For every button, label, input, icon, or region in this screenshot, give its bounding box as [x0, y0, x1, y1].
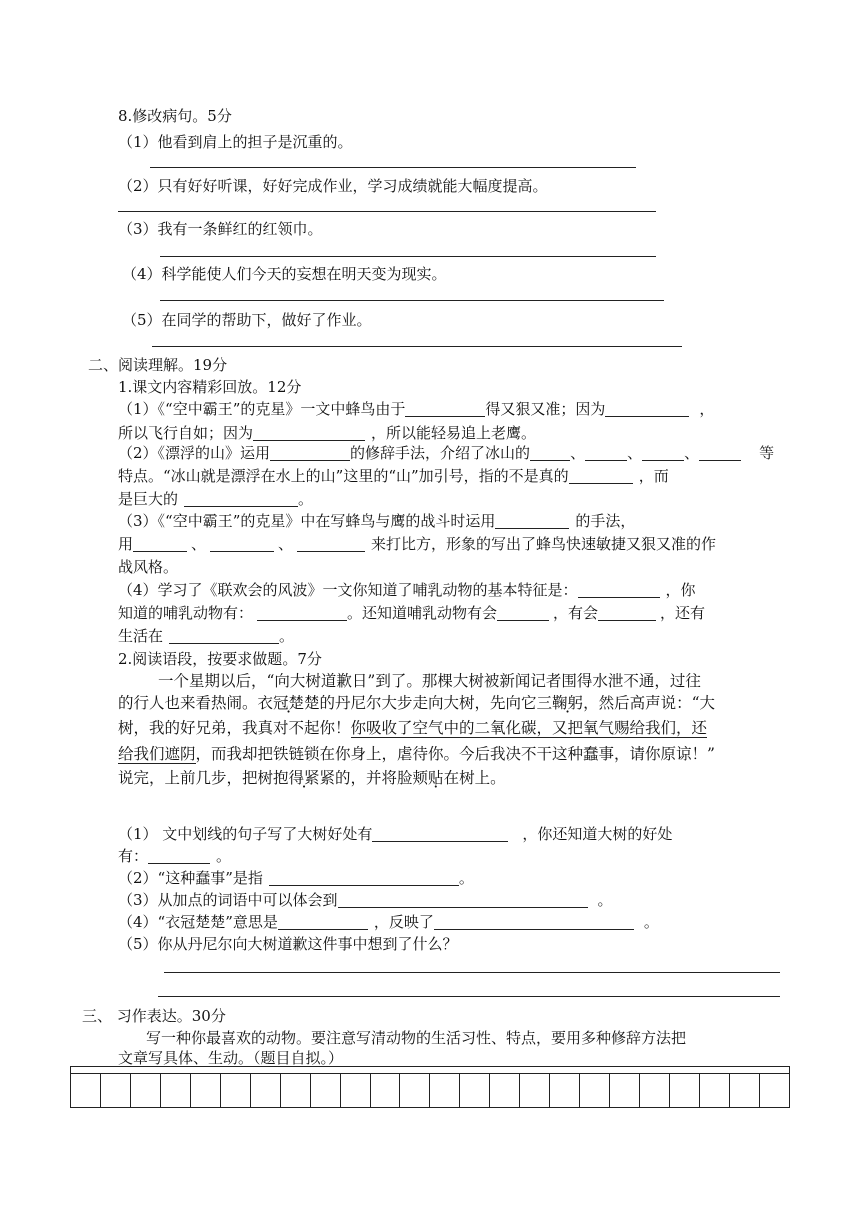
question-8-5: （5）在同学的帮助下，做好了作业。 — [122, 311, 372, 329]
grid-cell[interactable] — [311, 1074, 341, 1107]
question-1-2-line3: 是巨大的 。 — [118, 490, 314, 508]
part-1-title: 1.课文内容精彩回放。12分 — [118, 378, 302, 396]
blank[interactable] — [270, 444, 350, 461]
writing-prompt-line2: 文章写具体、生动。（题目自拟。） — [118, 1049, 344, 1067]
passage-line3: 树，我的好兄弟，我真对不起你！你吸收了空气中的二氧化碳，又把氧气赐给我们，还 — [118, 719, 708, 737]
blank[interactable] — [257, 604, 347, 621]
writing-prompt-line1: 写一种你最喜欢的动物。要注意写清动物的生活习性、特点，要用多种修辞方法把 — [146, 1029, 687, 1047]
grid-cell[interactable] — [281, 1074, 311, 1107]
question-1-4-line2: 知道的哺乳动物有： 。还知道哺乳动物有会 ，有会 ，还有 — [118, 604, 706, 622]
blank[interactable] — [338, 891, 588, 908]
grid-cell[interactable] — [610, 1074, 640, 1107]
grid-cell[interactable] — [550, 1074, 580, 1107]
blank[interactable] — [578, 581, 660, 598]
answer-line[interactable] — [164, 972, 780, 973]
grid-cell[interactable] — [430, 1074, 460, 1107]
question-1-3-line2: 用 、 、 来打比方，形象的写出了蜂鸟快速敏捷又狠又准的作 — [118, 535, 717, 553]
blank[interactable] — [278, 913, 368, 930]
grid-cell[interactable] — [730, 1074, 760, 1107]
dotted-word: 抱得紧紧 — [273, 769, 336, 787]
passage-line2: 的行人也来看热闹。衣冠楚楚的丹尼尔大步走向大树，先向它三鞠躬，然后高声说：“大 — [118, 694, 715, 712]
blank[interactable] — [169, 627, 279, 644]
answer-line[interactable] — [150, 167, 636, 168]
blank[interactable] — [530, 444, 570, 461]
passage-line5: 说完，上前几步，把树抱得紧紧的，并将脸颊贴在树上。 — [118, 769, 506, 787]
section-writing-title: 三、 习作表达。30分 — [82, 1007, 226, 1025]
dotted-word: 贴 — [428, 769, 444, 787]
blank[interactable] — [297, 535, 365, 552]
part-2-title: 2.阅读语段，按要求做题。7分 — [118, 650, 322, 668]
grid-cell[interactable] — [251, 1074, 281, 1107]
blank[interactable] — [699, 444, 741, 461]
dotted-word: 衣冠楚楚 — [257, 694, 320, 712]
underlined-sentence: 给我们遮阴 — [118, 745, 196, 763]
grid-cell[interactable] — [131, 1074, 161, 1107]
blank[interactable] — [598, 604, 656, 621]
blank[interactable] — [569, 467, 633, 484]
blank[interactable] — [434, 913, 634, 930]
blank[interactable] — [133, 535, 187, 552]
grid-cell[interactable] — [460, 1074, 490, 1107]
blank[interactable] — [210, 535, 274, 552]
question-8-3: （3）我有一条鲜红的红领巾。 — [118, 220, 323, 238]
blank[interactable] — [148, 847, 210, 864]
question-1-2-line1: （2）《漂浮的山》运用 的修辞手法，介绍了冰山的 、 、 、 等 — [118, 444, 775, 462]
blank[interactable] — [642, 444, 684, 461]
reading-question-1-line2: 有： 。 — [118, 847, 232, 865]
question-1-1-line2: 所以飞行自如；因为 ，所以能轻易追上老鹰。 — [118, 424, 537, 442]
grid-cell[interactable] — [191, 1074, 221, 1107]
grid-cell[interactable] — [71, 1074, 101, 1107]
grid-cell[interactable] — [670, 1074, 700, 1107]
grid-cell[interactable] — [700, 1074, 730, 1107]
reading-question-1-line1: （1） 文中划线的句子写了大树好处有 ，你还知道大树的好处 — [118, 825, 673, 843]
blank[interactable] — [495, 512, 569, 529]
blank[interactable] — [605, 400, 689, 417]
passage-line4: 给我们遮阴，而我却把铁链锁在你身上，虐待你。今后我决不干这种蠢事，请你原谅！” — [118, 745, 715, 763]
blank[interactable] — [253, 424, 365, 441]
blank[interactable] — [585, 444, 627, 461]
grid-cell[interactable] — [161, 1074, 191, 1107]
answer-line[interactable] — [160, 300, 664, 301]
grid-cell[interactable] — [640, 1074, 670, 1107]
reading-question-4: （4）“衣冠楚楚”意思是 ，反映了 。 — [118, 913, 659, 931]
grid-cell[interactable] — [490, 1074, 520, 1107]
question-1-3-line3: 战风格。 — [118, 558, 179, 576]
grid-cell[interactable] — [760, 1074, 789, 1107]
passage-line1: 一个星期以后，“向大树道歉日”到了。那棵大树被新闻记者围得水泄不通，过往 — [158, 672, 701, 690]
answer-line[interactable] — [118, 211, 656, 212]
answer-line[interactable] — [152, 346, 682, 347]
grid-cell[interactable] — [371, 1074, 401, 1107]
blank[interactable] — [184, 490, 298, 507]
question-1-1-line1: （1）《“空中霸王”的克星》一文中蜂鸟由于 得又狠又准；因为 ， — [118, 400, 715, 418]
question-8-4: （4）科学能使人们今天的妄想在明天变为现实。 — [122, 265, 447, 283]
answer-line[interactable] — [158, 996, 780, 997]
answer-line[interactable] — [160, 256, 656, 257]
grid-cell[interactable] — [400, 1074, 430, 1107]
grid-cell[interactable] — [101, 1074, 131, 1107]
grid-cell[interactable] — [221, 1074, 251, 1107]
blank[interactable] — [405, 400, 485, 417]
question-1-4-line1: （4）学习了《联欢会的风波》一文你知道了哺乳动物的基本特征是： ，你 — [118, 581, 696, 599]
blank[interactable] — [497, 604, 549, 621]
grid-cell[interactable] — [580, 1074, 610, 1107]
dotted-word: 鞠躬 — [552, 694, 584, 712]
question-1-2-line2: 特点。“冰山就是漂浮在水上的山”这里的“山”加引号，指的不是真的 ，而 — [118, 467, 669, 485]
blank[interactable] — [372, 825, 508, 842]
grid-cell[interactable] — [520, 1074, 550, 1107]
question-1-3-line1: （3）《“空中霸王”的克星》中在写蜂鸟与鹰的战斗时运用 的手法， — [118, 512, 636, 530]
question-8-1: （1）他看到肩上的担子是沉重的。 — [118, 133, 353, 151]
grid-cell[interactable] — [341, 1074, 371, 1107]
section-8-title: 8.修改病句。5分 — [118, 107, 232, 125]
underlined-sentence: 你吸收了空气中的二氧化碳，又把氧气赐给我们，还 — [350, 719, 708, 737]
question-1-4-line3: 生活在 。 — [118, 627, 295, 645]
reading-question-2: （2）“这种蠢事”是指 。 — [118, 869, 474, 887]
reading-question-5: （5）你从丹尼尔向大树道歉这件事中想到了什么？ — [118, 935, 458, 953]
reading-question-3: （3）从加点的词语中可以体会到 。 — [118, 891, 613, 909]
question-8-2: （2）只有好好听课，好好完成作业，学习成绩就能大幅度提高。 — [118, 177, 548, 195]
blank[interactable] — [269, 869, 459, 886]
writing-grid — [70, 1066, 790, 1108]
section-reading-title: 二、阅读理解。19分 — [88, 356, 228, 374]
